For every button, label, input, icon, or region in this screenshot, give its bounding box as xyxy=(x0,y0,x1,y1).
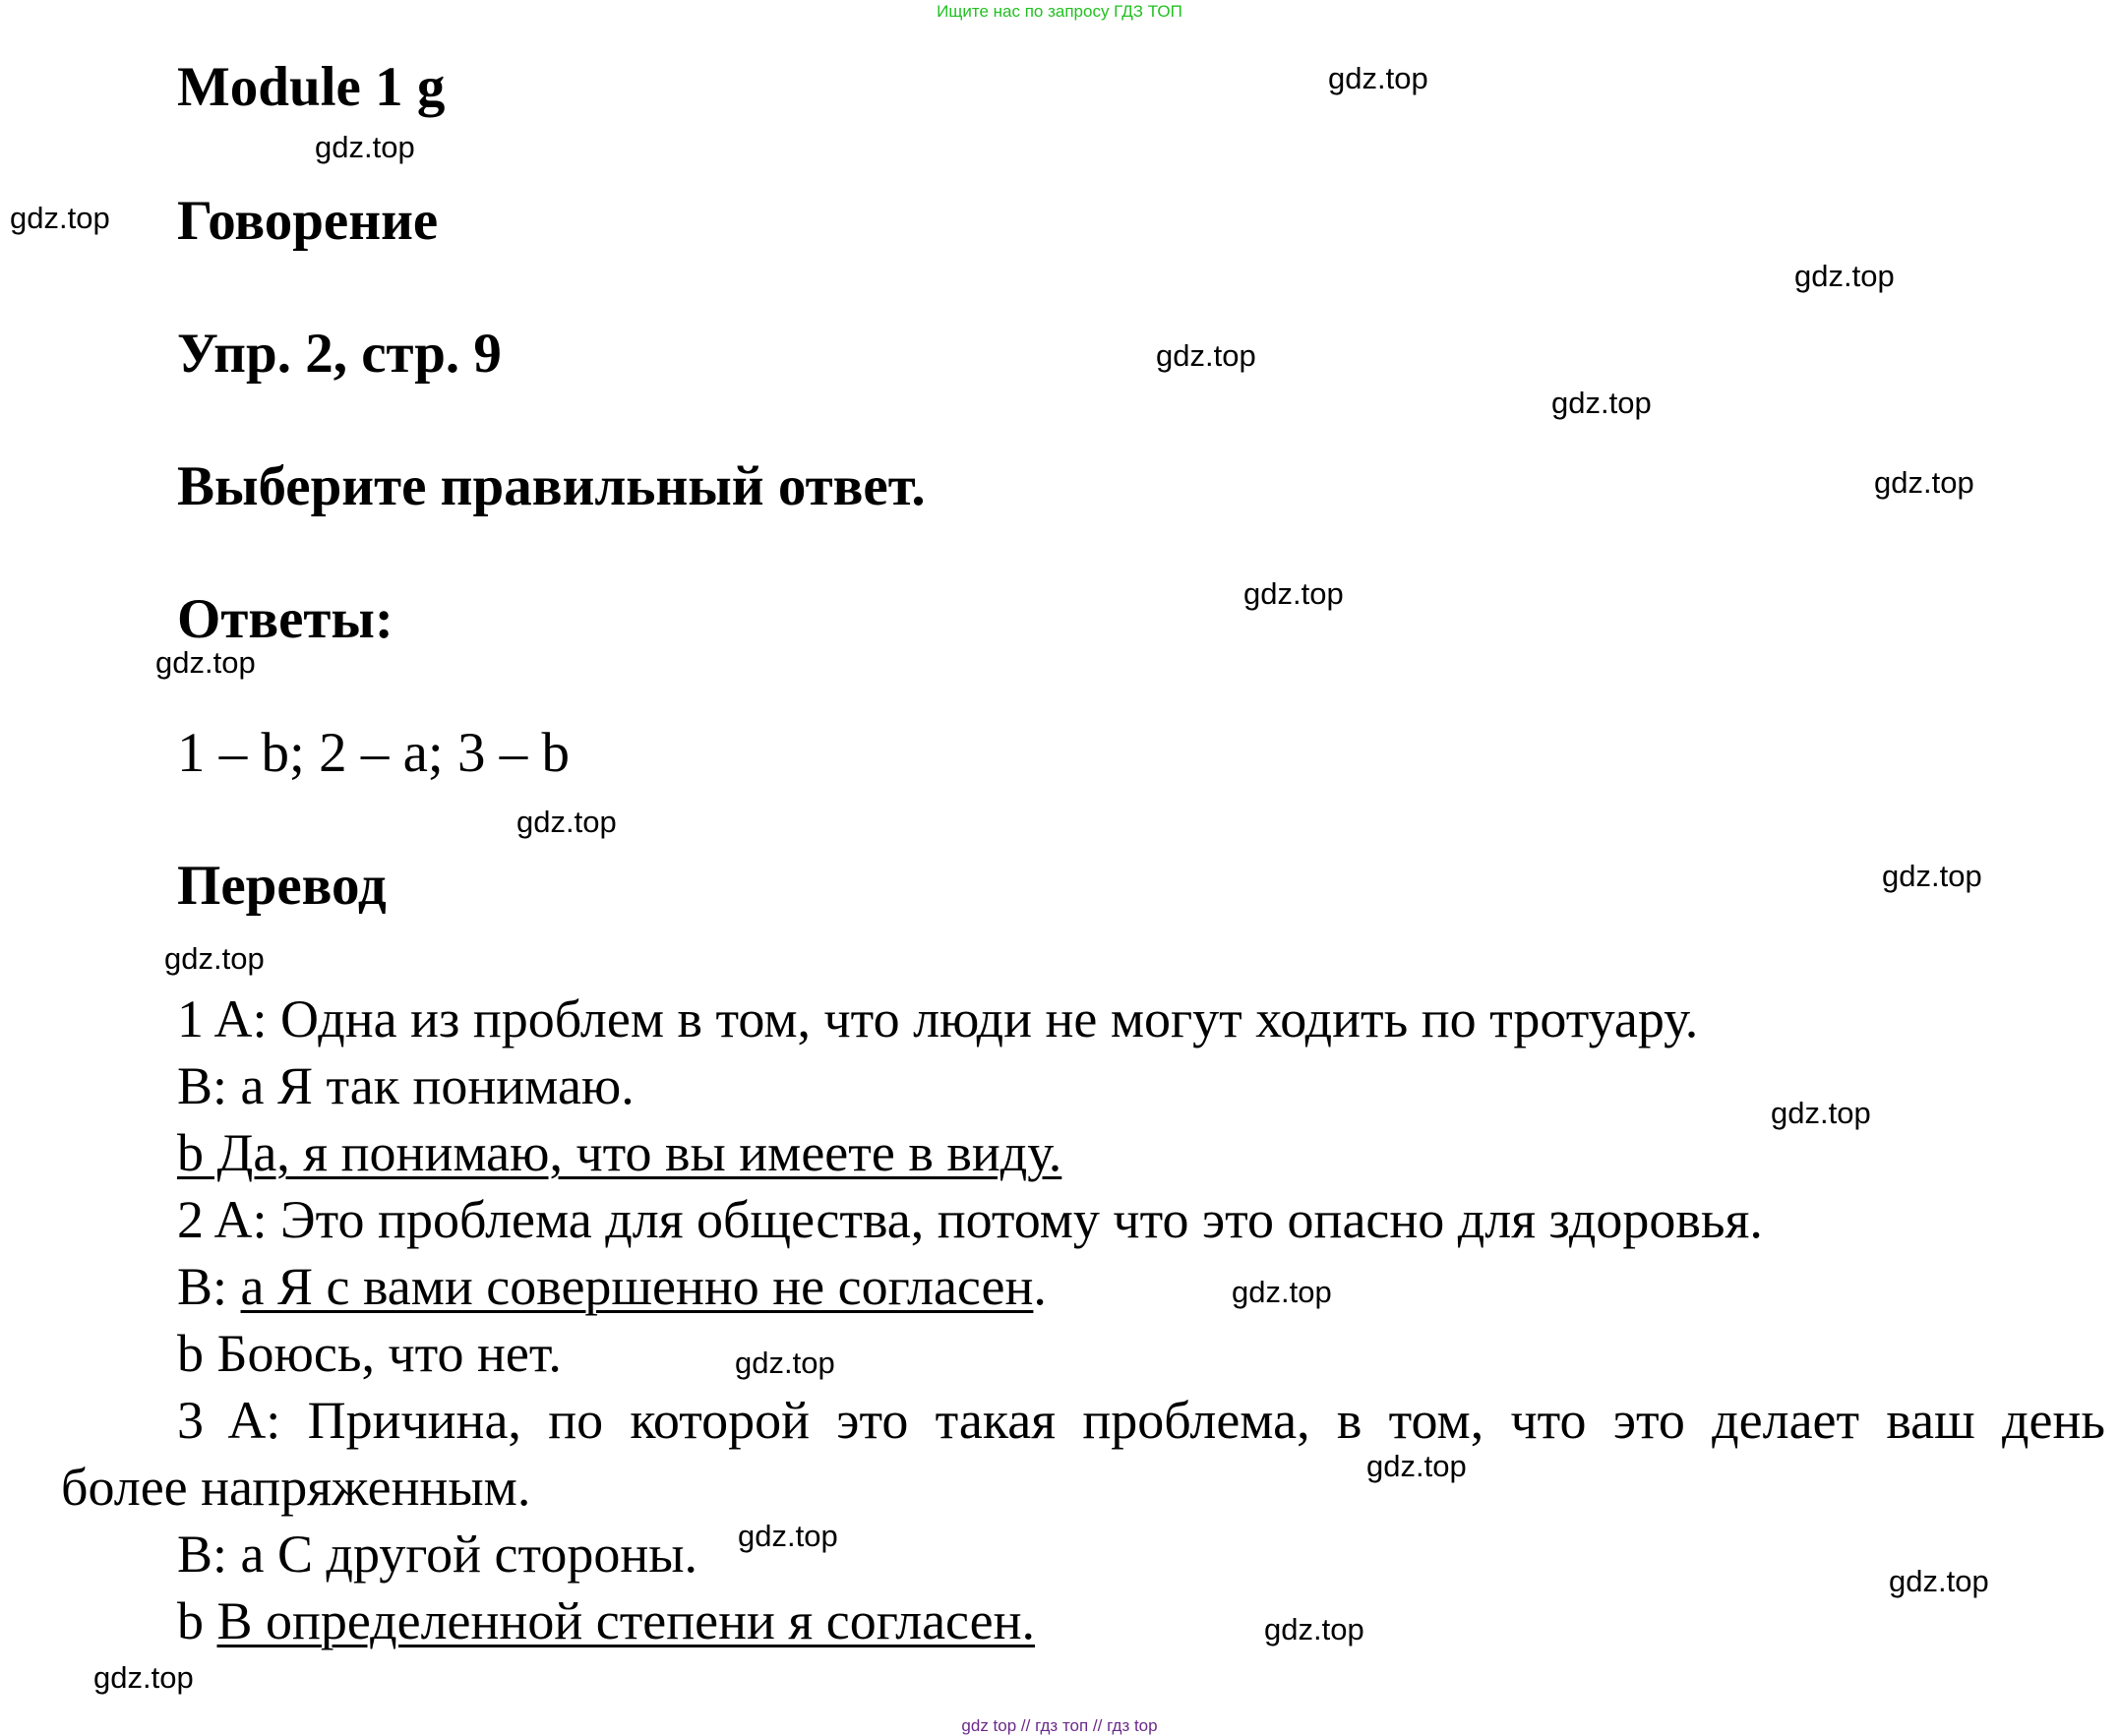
translation-line-6: b Боюсь, что нет. xyxy=(177,1324,562,1383)
watermark: gdz.top xyxy=(1328,61,1428,95)
watermark: gdz.top xyxy=(1243,576,1344,611)
answers-heading: Ответы: xyxy=(177,588,394,650)
translation-heading: Перевод xyxy=(177,855,387,917)
watermark: gdz.top xyxy=(1889,1564,1989,1598)
watermark: gdz.top xyxy=(1156,338,1256,373)
top-banner: Ищите нас по запросу ГДЗ ТОП xyxy=(937,2,1182,21)
watermark: gdz.top xyxy=(1771,1096,1871,1130)
watermark: gdz.top xyxy=(93,1660,194,1695)
translation-line-7: 3 A: Причина, по которой это такая проблема, в том, что это делает ваш день xyxy=(177,1391,2105,1450)
translation-line-5 xyxy=(177,1257,1047,1316)
watermark: gdz.top xyxy=(1551,386,1652,420)
watermark: gdz.top xyxy=(1232,1275,1332,1309)
watermark: gdz.top xyxy=(315,130,415,164)
underlined-answer: В определенной степени я согласен. xyxy=(216,1591,1036,1650)
watermark: gdz.top xyxy=(1264,1612,1364,1646)
line-suffix: . xyxy=(1033,1257,1047,1316)
answers-line: 1 – b; 2 – a; 3 – b xyxy=(177,722,570,784)
watermark: gdz.top xyxy=(1794,259,1895,293)
watermark: gdz.top xyxy=(155,645,256,680)
task-text: Выберите правильный ответ. xyxy=(177,455,926,517)
watermark: gdz.top xyxy=(1874,465,1974,500)
watermark: gdz.top xyxy=(735,1346,835,1380)
watermark: gdz.top xyxy=(10,201,110,235)
translation-line-4: 2 A: Это проблема для общества, потому что это опасно для здоровья. xyxy=(177,1190,1763,1249)
line-prefix: B: xyxy=(177,1257,241,1316)
footer-banner: gdz top // гдз топ // гдз top xyxy=(961,1716,1158,1735)
exercise-ref: Упр. 2, стр. 9 xyxy=(177,323,502,385)
translation-line-9: B: a С другой стороны. xyxy=(177,1525,698,1584)
line-prefix: b xyxy=(177,1591,217,1650)
watermark: gdz.top xyxy=(1366,1449,1467,1483)
underlined-answer: b Да, я понимаю, что вы имеете в виду. xyxy=(177,1123,1062,1182)
watermark: gdz.top xyxy=(1882,859,1982,893)
underlined-answer: a Я с вами совершенно не согласен xyxy=(240,1257,1034,1316)
watermark: gdz.top xyxy=(516,805,617,839)
translation-line-8: более напряженным. xyxy=(61,1458,531,1517)
translation-line-10 xyxy=(177,1591,1036,1650)
translation-line-3 xyxy=(177,1123,1062,1182)
module-title: Module 1 g xyxy=(177,56,446,118)
translation-line-2: B: a Я так понимаю. xyxy=(177,1056,635,1115)
watermark: gdz.top xyxy=(164,941,265,976)
watermark: gdz.top xyxy=(738,1519,838,1553)
section-title: Говорение xyxy=(177,190,439,252)
translation-line-1: 1 A: Одна из проблем в том, что люди не могут ходить по тротуару. xyxy=(177,989,1699,1048)
